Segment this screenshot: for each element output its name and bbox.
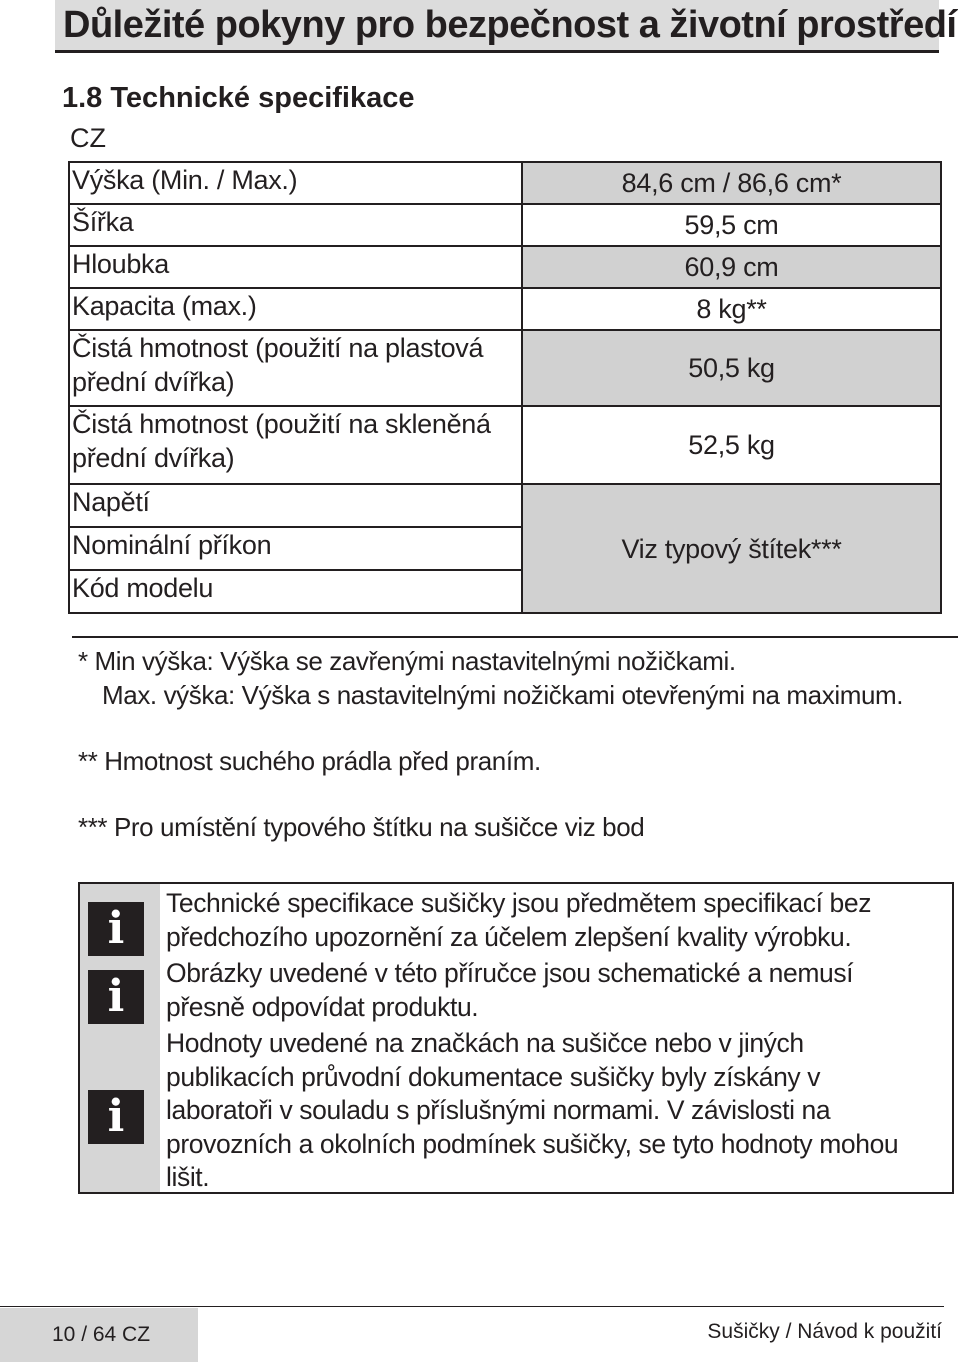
- info-line: Obrázky uvedené v této příručce jsou schematické a nemusí: [166, 958, 854, 988]
- header-title: Důležité pokyny pro bezpečnost a životní prostředí: [63, 4, 957, 46]
- spec-label-width: Šířka: [68, 203, 523, 247]
- spec-value-net-weight-glass: 52,5 kg: [521, 405, 942, 485]
- info-paragraph: [166, 1027, 898, 1195]
- note-rating-plate: *** Pro umístění typového štítku na sušičce viz bod: [78, 812, 645, 842]
- footer-divider: [0, 1306, 944, 1307]
- notes-divider: [72, 636, 958, 638]
- language-code: CZ: [70, 123, 106, 153]
- spec-label-line: přední dvířka): [72, 367, 235, 397]
- spec-label-rated-power: Nominální příkon: [68, 526, 523, 571]
- spec-label-depth: Hloubka: [68, 245, 523, 289]
- info-line: publikacích průvodní dokumentace sušičky byly získány v: [166, 1061, 821, 1092]
- spec-value-depth: 60,9 cm: [521, 245, 942, 289]
- info-line: předchozího upozornění za účelem zlepšení kvality výrobku.: [166, 921, 852, 952]
- info-icon: i: [88, 1090, 144, 1144]
- spec-value-net-weight-plastic: 50,5 kg: [521, 329, 942, 407]
- document-title: Sušičky / Návod k použití: [707, 1320, 942, 1343]
- note-min-height: * Min výška: Výška se zavřenými nastavitelnými nožičkami.: [78, 646, 736, 676]
- info-box: [78, 882, 954, 1194]
- spec-value-rating-plate: Viz typový štítek***: [521, 483, 942, 614]
- note-dry-weight: ** Hmotnost suchého prádla před praním.: [78, 746, 541, 776]
- page-number: 10 / 64 CZ: [52, 1323, 151, 1346]
- info-line: Technické specifikace sušičky jsou předmětem specifikací bez: [166, 888, 872, 918]
- info-line: přesně odpovídat produktu.: [166, 991, 479, 1022]
- info-line: lišit.: [166, 1162, 210, 1192]
- page-header: [55, 0, 957, 53]
- spec-value-capacity: 8 kg**: [521, 287, 942, 331]
- info-icon: i: [88, 902, 144, 956]
- spec-label-line: Čistá hmotnost (použití na skleněná: [72, 409, 491, 439]
- info-paragraph: [166, 887, 871, 954]
- spec-label-net-weight-glass: [68, 405, 523, 485]
- info-line: laboratoři v souladu s příslušnými normami. V závislosti na: [166, 1095, 831, 1125]
- spec-label-voltage: Napětí: [68, 483, 523, 528]
- info-icon-column: [80, 884, 160, 1192]
- info-line: Hodnoty uvedené na značkách na sušičce nebo v jiných: [166, 1028, 804, 1058]
- info-line: provozních a okolních podmínek sušičky, se tyto hodnoty mohou: [166, 1128, 899, 1159]
- spec-label-line: přední dvířka): [72, 443, 235, 473]
- spec-label-capacity: Kapacita (max.): [68, 287, 523, 331]
- spec-label-height: Výška (Min. / Max.): [68, 161, 523, 205]
- spec-value-width: 59,5 cm: [521, 203, 942, 247]
- section-heading: 1.8 Technické specifikace: [62, 82, 415, 114]
- spec-value-height: 84,6 cm / 86,6 cm*: [521, 161, 942, 205]
- spec-label-line: Čistá hmotnost (použití na plastová: [72, 333, 484, 363]
- note-max-height: Max. výška: Výška s nastavitelnými nožičkami otevřenými na maximum.: [102, 680, 904, 710]
- spec-label-model-code: Kód modelu: [68, 569, 523, 614]
- spec-label-net-weight-plastic: [68, 329, 523, 407]
- info-icon: i: [88, 970, 144, 1024]
- specifications-table: [68, 161, 942, 614]
- info-paragraph: [166, 957, 853, 1024]
